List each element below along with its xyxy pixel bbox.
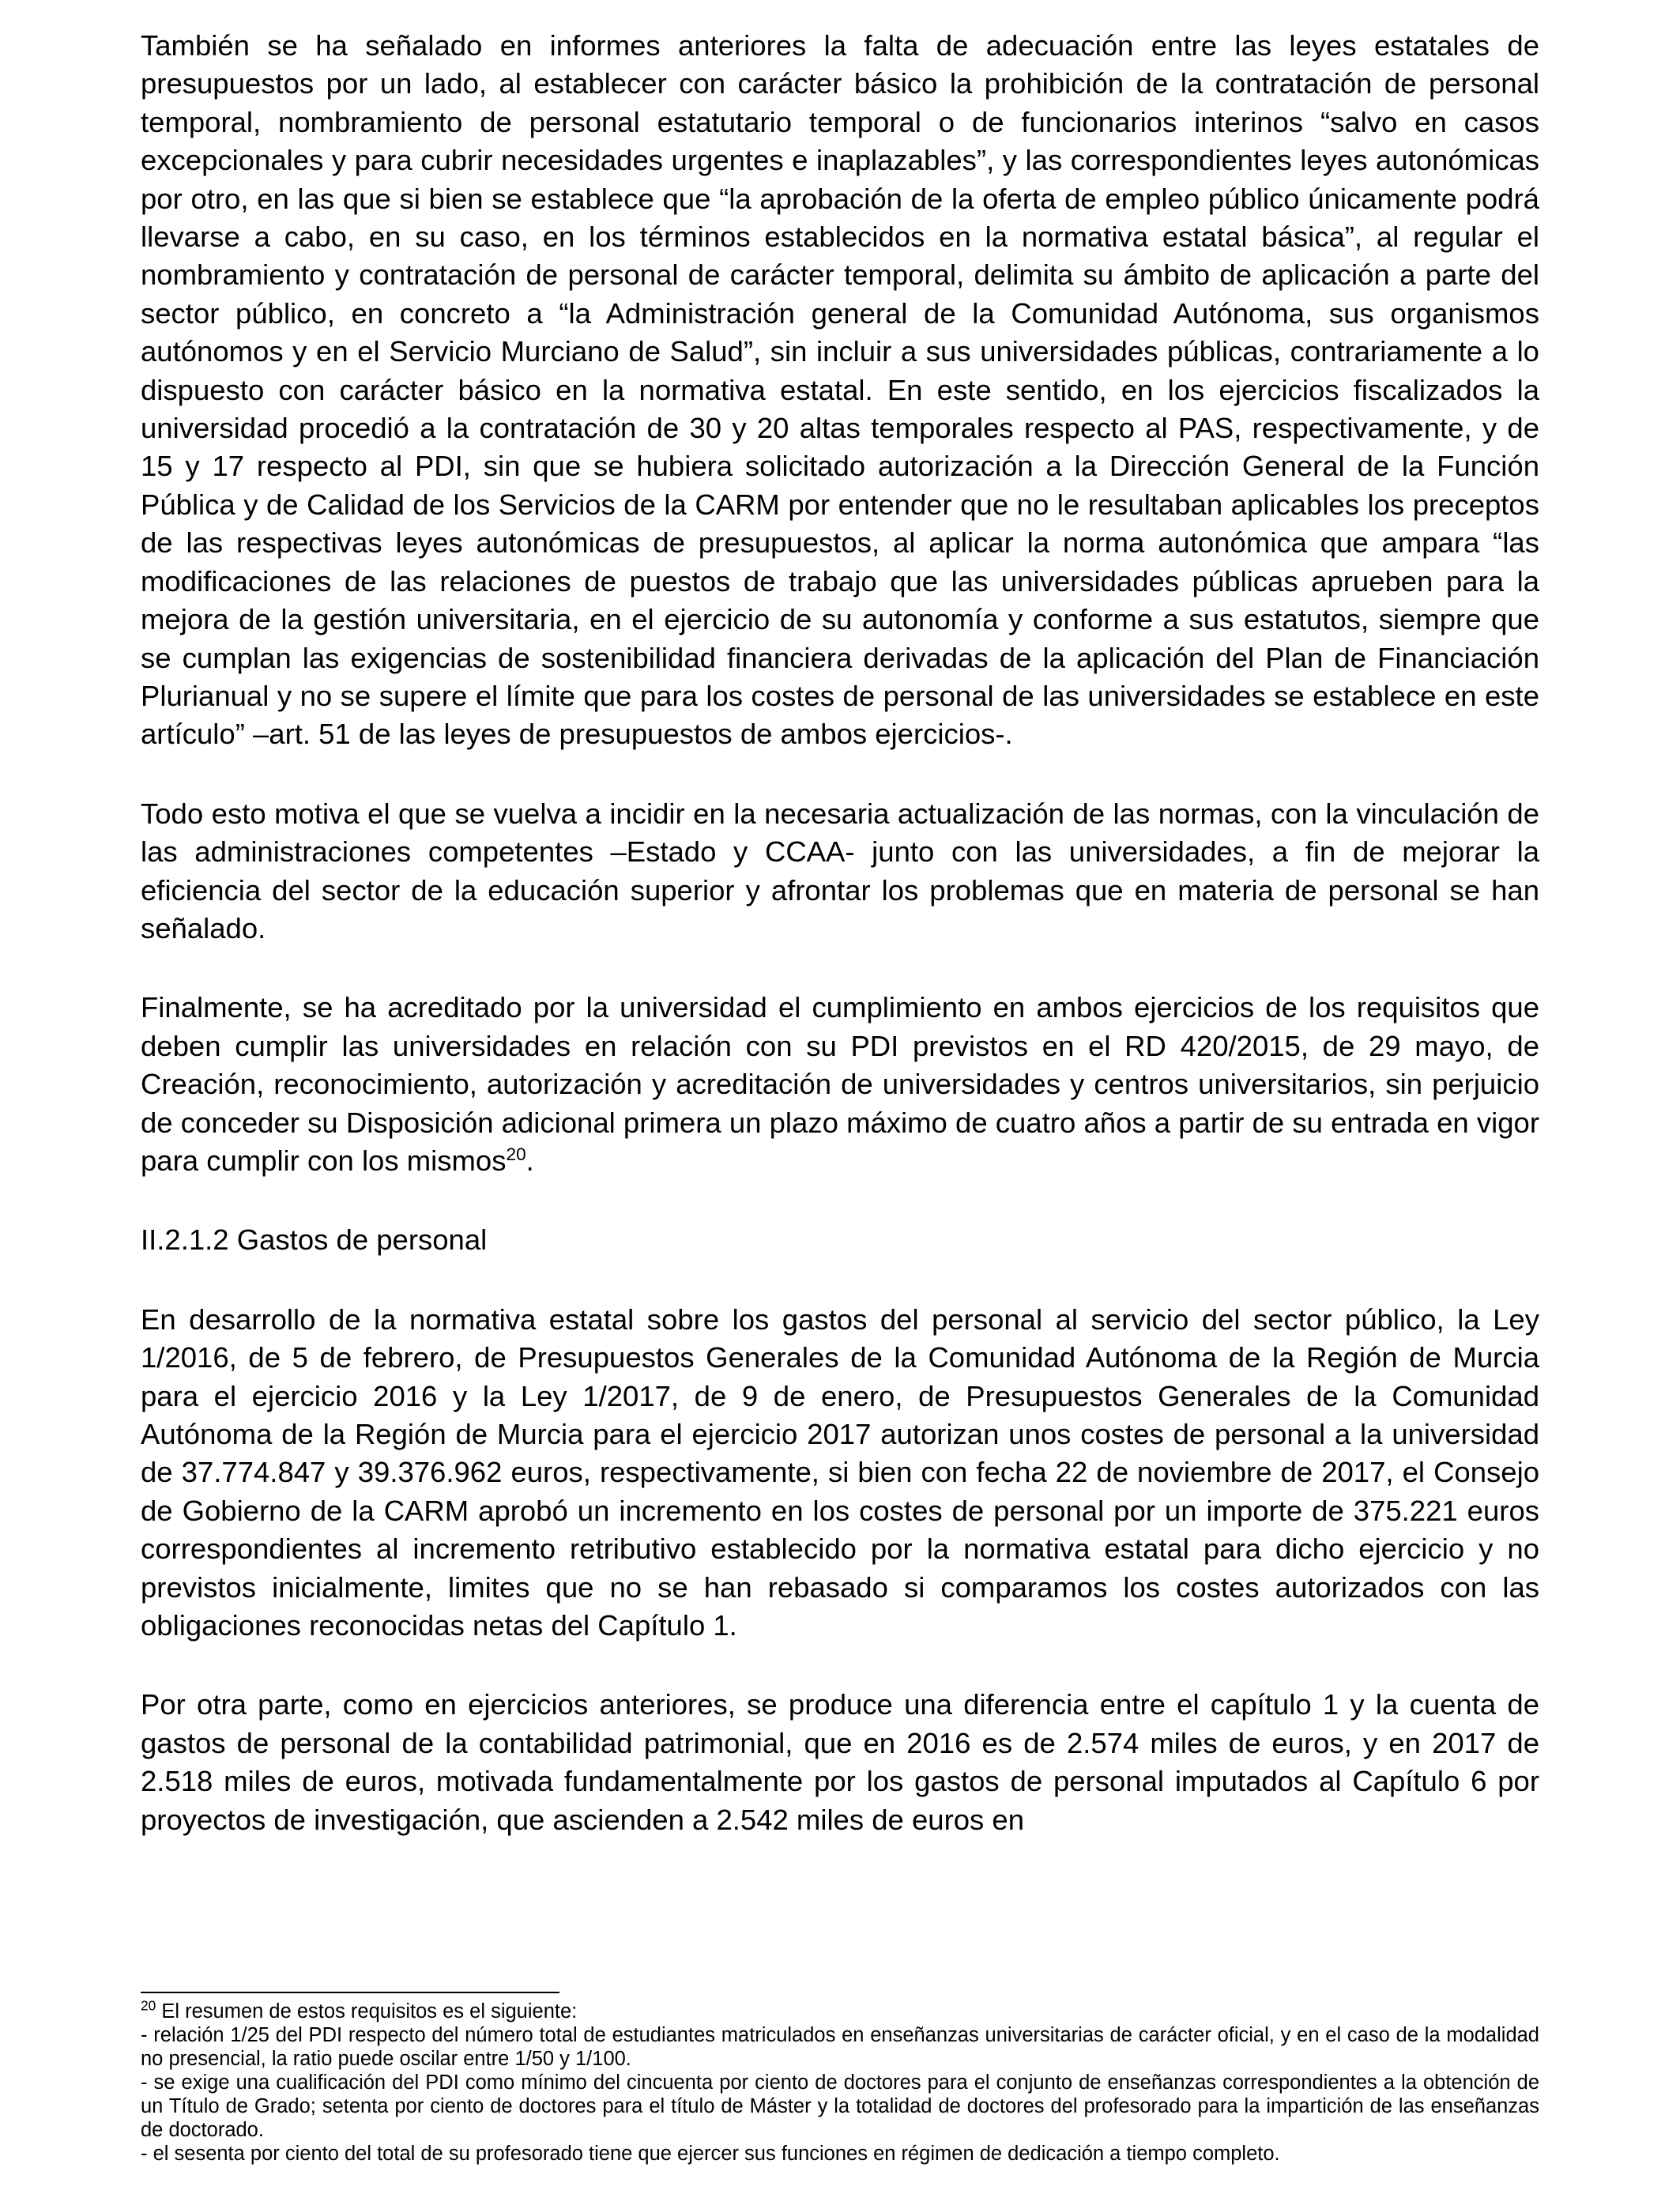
paragraph-chapter-difference: Por otra parte, como en ejercicios anteriores, se produce una diferencia entre el capítulo 1 y la cuenta de gastos de personal de la contabilidad patrimonial, que en 2016 es de 2.574 miles de euros, y en 2017 de 2.518 miles de euros, motivada fundamentalmente por los gastos de personal imputados al Capítulo 6 por proyectos de investigación, que ascienden a 2.542 miles de euros en [141,1688,1539,1836]
footnote-reference-20[interactable]: 20 [506,1144,526,1164]
footnote-intro [141,1997,1539,2023]
footnote-item-doctors: - se exige una cualificación del PDI como mínimo del cincuenta por ciento de doctores para el conjunto de enseñanzas correspondientes a la obtención de un Título de Grado; setenta por ciento de doctores para el título de Máster y la totalidad de doctores del profesorado para la impartición de las enseñanzas de doctorado. [141,2071,1539,2141]
footnote-intro-text: El resumen de estos requisitos es el siguiente: [156,2000,578,2022]
paragraph-pdi-requirements [141,989,1539,1180]
footnote-section [141,1997,1539,2166]
document-body [141,27,1539,1839]
paragraph-temporary-staff: También se ha señalado en informes anteriores la falta de adecuación entre las leyes estatales de presupuestos por un lado, al establecer con carácter básico la prohibición de la contratación de personal temporal, nombramiento de personal estatutario temporal o de funcionarios interinos “salvo en casos excepcionales y para cubrir necesidades urgentes e inaplazables”, y las correspondientes leyes autonómicas por otro, en las que si bien se establece que “la aprobación de la oferta de empleo público únicamente podrá llevarse a cabo, en su caso, en los términos establecidos en la normativa estatal básica”, al regular el nombramiento y contratación de personal de carácter temporal, delimita su ámbito de aplicación a parte del sector público, en concreto a “la Administración general de la Comunidad Autónoma, sus organismos autónomos y en el Servicio Murciano de Salud”, sin incluir a sus universidades públicas, contrariamente a lo dispuesto con carácter básico en la normativa estatal. En este sentido, en los ejercicios fiscalizados la universidad procedió a la contratación de 30 y 20 altas temporales respecto al PAS, respectivamente, y de 15 y 17 respecto al PDI, sin que se hubiera solicitado autorización a la Dirección General de la Función Pública y de Calidad de los Servicios de la CARM por entender que no le resultaban aplicables los preceptos de las respectivas leyes autonómicas de presupuestos, al aplicar la norma autonómica que ampara “las modificaciones de las relaciones de puestos de trabajo que las universidades públicas aprueben para la mejora de la gestión universitaria, en el ejercicio de su autonomía y conforme a sus estatutos, siempre que se cumplan las exigencias de sostenibilidad financiera derivadas de la aplicación del Plan de Financiación Plurianual y no se supere el límite que para los costes de personal de las universidades se establece en este artículo” –art. 51 de las leyes de presupuestos de ambos ejercicios-. [141,29,1539,751]
paragraph-norm-update: Todo esto motiva el que se vuelva a incidir en la necesaria actualización de las normas, con la vinculación de las administraciones competentes –Estado y CCAA- junto con las universidades, a fin de mejorar la eficiencia del sector de la educación superior y afrontar los problemas que en materia de personal se han señalado. [141,797,1539,944]
footnote-number: 20 [141,1997,156,2014]
section-heading: II.2.1.2 Gastos de personal [141,1223,488,1257]
paragraph-pdi-end: . [525,1144,534,1177]
footnote-separator [141,1992,559,1993]
paragraph-staff-costs: En desarrollo de la normativa estatal sobre los gastos del personal al servicio del sector público, la Ley 1/2016, de 5 de febrero, de Presupuestos Generales de la Comunidad Autónoma de la Región de Murcia para el ejercicio 2016 y la Ley 1/2017, de 9 de enero, de Presupuestos Generales de la Comunidad Autónoma de la Región de Murcia para el ejercicio 2017 autorizan unos costes de personal a la universidad de 37.774.847 y 39.376.962 euros, respectivamente, si bien con fecha 22 de noviembre de 2017, el Consejo de Gobierno de la CARM aprobó un incremento en los costes de personal por un importe de 375.221 euros correspondientes al incremento retributivo establecido por la normativa estatal para dicho ejercicio y no previstos inicialmente, limites que no se han rebasado si comparamos los costes autorizados con las obligaciones reconocidas netas del Capítulo 1. [141,1302,1539,1642]
footnote-item-fulltime: - el sesenta por ciento del total de su profesorado tiene que ejercer sus funciones en régimen de dedicación a tiempo completo. [141,2143,1280,2165]
footnote-item-ratio: - relación 1/25 del PDI respecto del número total de estudiantes matriculados en enseñanzas universitarias de carácter oficial, y en el caso de la modalidad no presencial, la ratio puede oscilar entre 1/50 y 1/100. [141,2024,1539,2070]
paragraph-pdi-text: Finalmente, se ha acreditado por la universidad el cumplimiento en ambos ejercicios de los requisitos que deben cumplir las universidades en relación con su PDI previstos en el RD 420/2015, de 29 mayo, de Creación, reconocimiento, autorización y acreditación de universidades y centros universitarios, sin perjuicio de conceder su Disposición adicional primera un plazo máximo de cuatro años a partir de su entrada en vigor para cumplir con los mismos [141,991,1539,1177]
